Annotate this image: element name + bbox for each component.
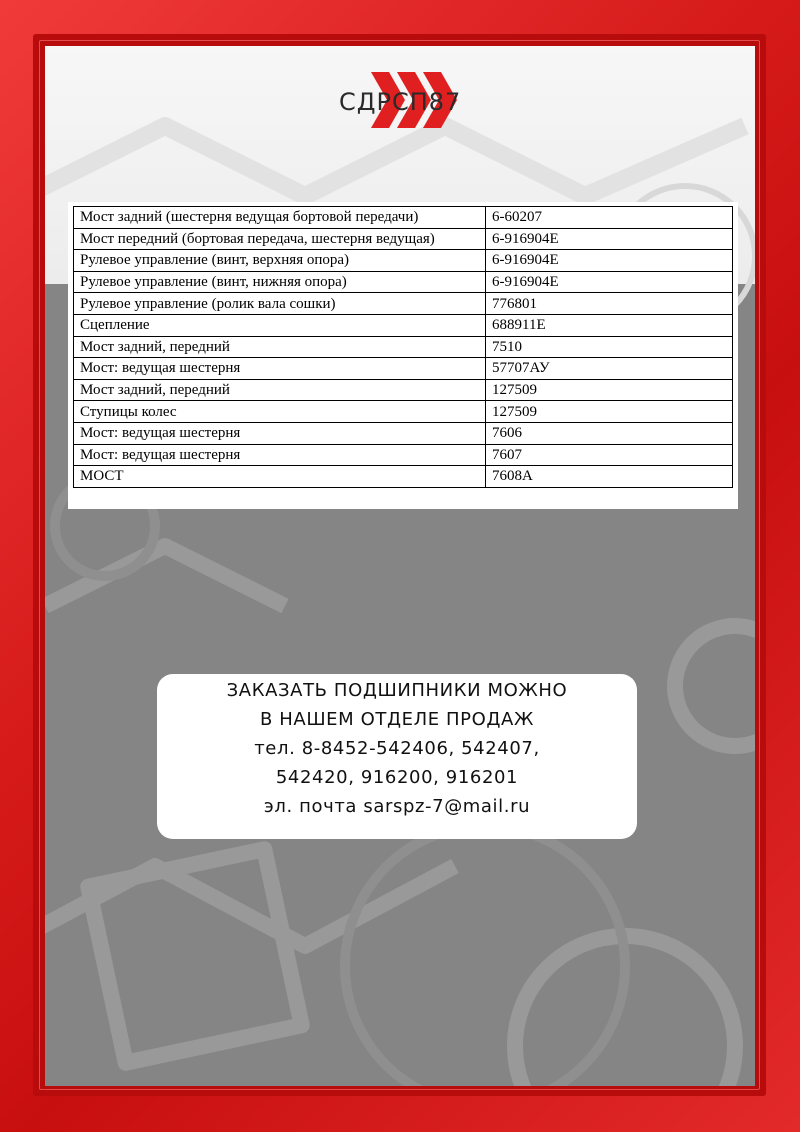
bearing-code-cell: 6-916904Е [486,228,733,250]
bearing-code-cell: 6-60207 [486,207,733,229]
table-row [74,466,733,488]
table-row [74,444,733,466]
table-row [74,422,733,444]
part-location-cell: Мост задний, передний [74,336,486,358]
table-row [74,228,733,250]
bearing-code-cell: 7607 [486,444,733,466]
part-location-cell: Мост: ведущая шестерня [74,422,486,444]
table-row [74,207,733,229]
bearing-code-cell: 7510 [486,336,733,358]
contact-heading: ЗАКАЗАТЬ ПОДШИПНИКИ МОЖНО [226,680,568,701]
part-location-cell: Мост передний (бортовая передача, шестерня ведущая) [74,228,486,250]
bearing-code-cell: 7608А [486,466,733,488]
bearing-code-cell: 127509 [486,379,733,401]
bearing-code-cell: 127509 [486,401,733,423]
contact-subheading: В НАШЕМ ОТДЕЛЕ ПРОДАЖ [260,709,534,730]
table-row [74,401,733,423]
part-location-cell: МОСТ [74,466,486,488]
bearing-code-cell: 57707АУ [486,358,733,380]
bearing-code-cell: 776801 [486,293,733,315]
table-row [74,314,733,336]
part-location-cell: Рулевое управление (ролик вала сошки) [74,293,486,315]
part-location-cell: Мост: ведущая шестерня [74,444,486,466]
table-row [74,379,733,401]
bearing-code-cell: 7606 [486,422,733,444]
company-logo [335,68,485,132]
table-row [74,336,733,358]
contact-box [157,674,637,839]
table-row [74,358,733,380]
document-sheet [45,46,755,1086]
contact-phones: тел. 8-8452-542406, 542407, [254,738,540,759]
contact-email: эл. почта sarspz-7@mail.ru [263,796,531,817]
bearing-code-cell: 6-916904Е [486,271,733,293]
part-location-cell: Рулевое управление (винт, верхняя опора) [74,250,486,272]
logo-text: СДРСП87 [339,88,462,116]
parts-table-panel [68,202,738,509]
contact-phones-cont: 542420, 916200, 916201 [275,767,519,788]
table-row [74,271,733,293]
part-location-cell: Мост задний, передний [74,379,486,401]
part-location-cell: Ступицы колес [74,401,486,423]
part-location-cell: Рулевое управление (винт, нижняя опора) [74,271,486,293]
part-location-cell: Сцепление [74,314,486,336]
bearing-code-cell: 688911Е [486,314,733,336]
part-location-cell: Мост задний (шестерня ведущая бортовой передачи) [74,207,486,229]
parts-table [73,206,733,488]
bearing-code-cell: 6-916904Е [486,250,733,272]
table-row [74,293,733,315]
table-row [74,250,733,272]
part-location-cell: Мост: ведущая шестерня [74,358,486,380]
